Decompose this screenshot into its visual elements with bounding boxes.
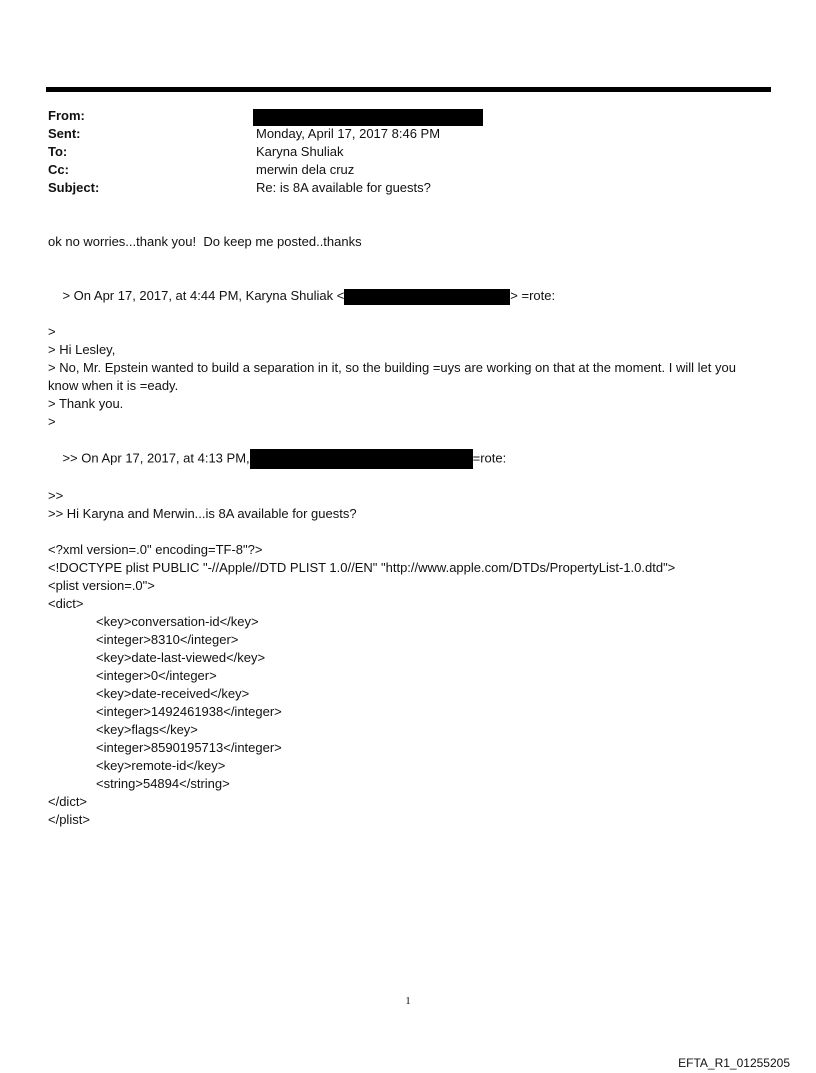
quote-line: > Hi Lesley, <box>48 342 116 357</box>
plist-line: <plist version=.0"> <box>48 578 155 593</box>
plist-line: <dict> <box>48 596 84 611</box>
cc-row <box>48 161 768 179</box>
plist-line: </plist> <box>48 812 90 827</box>
quote-line: > No, Mr. Epstein wanted to build a separation in it, so the building =uys are working on that at the moment. I will let you know when it is =eady. <box>48 360 740 393</box>
plist-line: <?xml version=.0" encoding=TF-8"?> <box>48 542 263 557</box>
subject-label: Subject: <box>48 180 100 195</box>
from-row <box>48 107 768 125</box>
plist-line: <string>54894</string> <box>96 776 230 791</box>
redaction-bar <box>344 289 510 305</box>
plist-line: <key>date-received</key> <box>96 686 250 701</box>
cc-label: Cc: <box>48 162 69 177</box>
plist-line: <key>flags</key> <box>96 722 198 737</box>
page-number: 1 <box>405 995 411 1007</box>
plist-line: <!DOCTYPE plist PUBLIC "-//Apple//DTD PLIST 1.0//EN" "http://www.apple.com/DTDs/PropertyList-1.0.dtd"> <box>48 560 676 575</box>
document-id: EFTA_R1_01255205 <box>678 1056 790 1070</box>
quote-line: >> Hi Karyna and Merwin...is 8A available for guests? <box>48 506 357 521</box>
from-label: From: <box>48 108 85 123</box>
plist-line: </dict> <box>48 794 88 809</box>
quote-header-suffix: > =rote: <box>510 288 556 303</box>
email-header <box>48 107 768 197</box>
plist-line: <integer>1492461938</integer> <box>96 704 282 719</box>
quote-line <box>48 269 768 323</box>
plist-line: <key>conversation-id</key> <box>96 614 259 629</box>
email-body <box>48 233 768 829</box>
to-value: Karyna Shuliak <box>256 144 344 159</box>
quote-header-prefix: > On Apr 17, 2017, at 4:44 PM, Karyna Shuliak < <box>62 288 345 303</box>
to-label: To: <box>48 144 68 159</box>
cc-value: merwin dela cruz <box>256 162 355 177</box>
header-rule <box>46 87 771 92</box>
quote-line: > Thank you. <box>48 396 124 411</box>
plist-line: <integer>8590195713</integer> <box>96 740 282 755</box>
redaction-bar <box>250 449 473 469</box>
reply-text: ok no worries...thank you! Do keep me posted..thanks <box>48 234 362 249</box>
quote-header-suffix: =rote: <box>472 450 507 466</box>
quote-header-prefix: >> On Apr 17, 2017, at 4:13 PM, <box>62 450 250 466</box>
spacer <box>48 523 768 541</box>
quote-line: > <box>48 324 56 339</box>
plist-line: <integer>0</integer> <box>96 668 217 683</box>
to-row <box>48 143 768 161</box>
quote-line <box>48 431 768 487</box>
plist-line: <key>remote-id</key> <box>96 758 226 773</box>
sent-row <box>48 125 768 143</box>
plist-line: <key>date-last-viewed</key> <box>96 650 266 665</box>
sent-value: Monday, April 17, 2017 8:46 PM <box>256 126 441 141</box>
subject-value: Re: is 8A available for guests? <box>256 180 431 195</box>
plist-line: <integer>8310</integer> <box>96 632 239 647</box>
redaction-bar <box>253 109 483 126</box>
spacer <box>48 251 768 269</box>
sent-label: Sent: <box>48 126 81 141</box>
quote-line: >> <box>48 488 64 503</box>
quote-line: > <box>48 414 56 429</box>
subject-row <box>48 179 768 197</box>
